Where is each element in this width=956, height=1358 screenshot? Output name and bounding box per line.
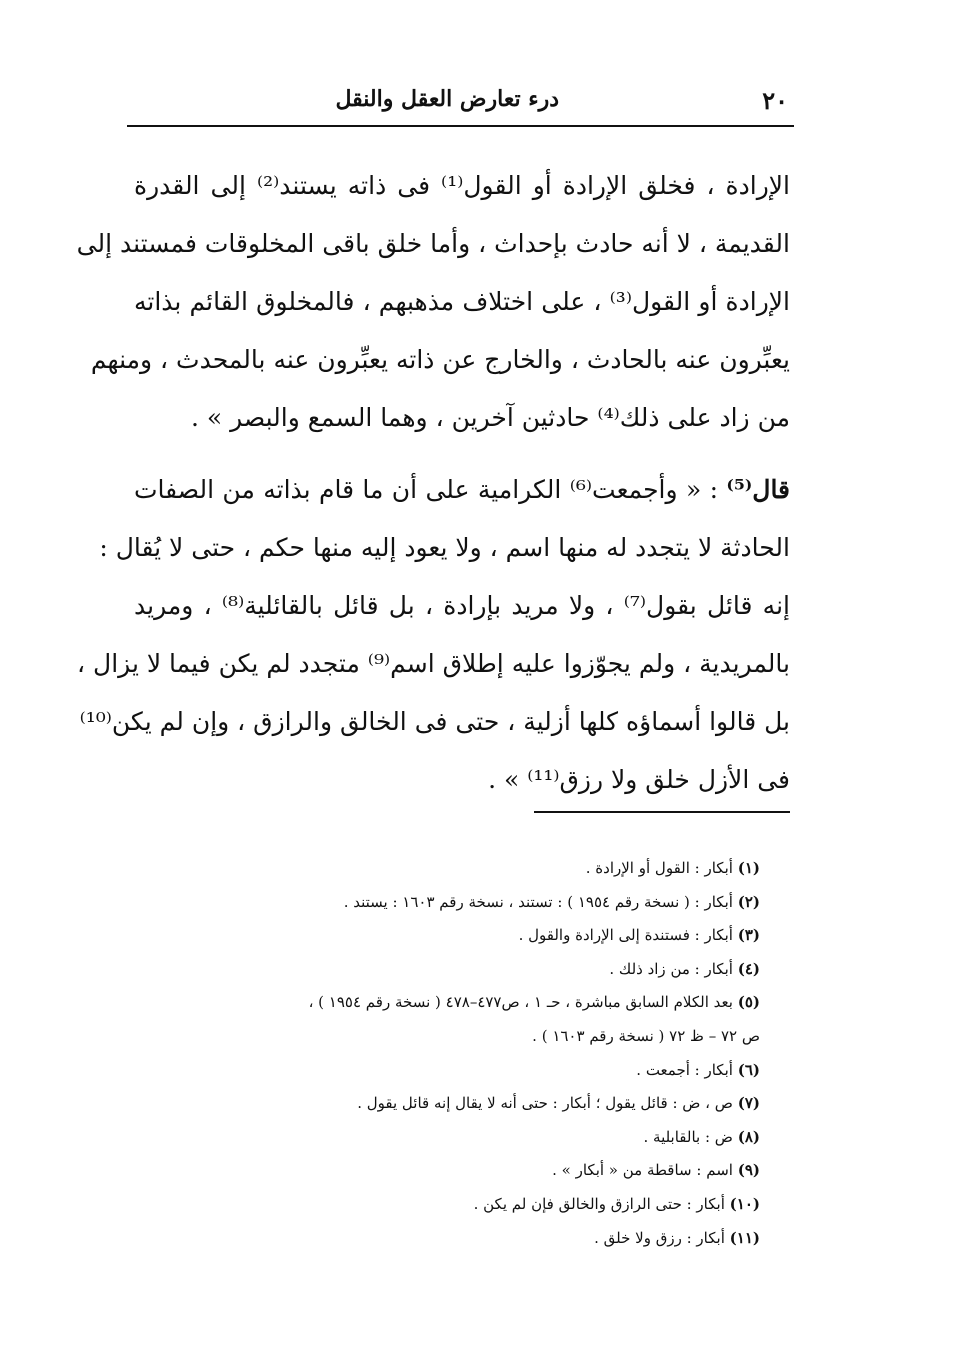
paragraph-line: بالمريدية ، ولم يجوّزوا عليه إطلاق اسم⁽⁹⁾ متجدد لم يكن فيما لا يزال ، — [77, 649, 790, 678]
footnote-item — [130, 953, 760, 987]
footnote-continuation: ص ٧٢ – ظ ٧٢ ( نسخة رقم ١٦٠٣ ) . — [532, 1026, 760, 1045]
paragraph-line: فى الأزل خلق ولا رزق⁽¹¹⁾ » . — [488, 765, 790, 794]
paragraph-lead: قال⁽⁵⁾ — [726, 475, 791, 504]
footnote-text: أبكار : أجمعت . — [636, 1060, 733, 1079]
paragraph-line: الإرادة أو القول⁽³⁾ ، على اختلاف مذهبهم ، فالمخلوق القائم بذاته — [134, 287, 790, 316]
footnote-number: (٩) — [737, 1161, 760, 1180]
footnote-separator — [534, 811, 790, 813]
footnote-number: (٦) — [737, 1060, 760, 1079]
paragraph-2 — [77, 461, 791, 809]
footnote-item — [130, 1222, 760, 1256]
footnote-text: أبكار : من زاد ذلك . — [609, 959, 733, 978]
footnote-text: أبكار : فستندة إلى الإرادة والقول . — [518, 926, 733, 945]
footnote-item — [130, 986, 760, 1020]
footnote-number: (٤) — [737, 959, 760, 978]
footnote-number: (١١) — [729, 1228, 760, 1247]
footnote-number: (١) — [737, 859, 760, 877]
paragraph-line: بل قالوا أسماؤه كلها أزلية ، حتى فى الخالق والرازق ، وإن لم يكن⁽¹⁰⁾ — [79, 707, 790, 736]
footnote-item — [130, 1087, 760, 1121]
paragraph-line: من زاد على ذلك⁽⁴⁾ حادثين آخرين ، وهما السمع والبصر » . — [191, 403, 790, 432]
header-rule — [127, 125, 794, 127]
footnote-number: (١٠) — [729, 1194, 760, 1213]
footnote-number: (٥) — [737, 993, 760, 1012]
paragraph-line: الحادثة لا يتجدد له منها اسم ، ولا يعود إليه منها حكم ، حتى لا يُقال : — [99, 533, 790, 562]
paragraph-line: يعبِّرون عنه بالحادث ، والخارج عن ذاته يعبِّرون عنه بالمحدث ، ومنهم — [90, 345, 790, 374]
book-title: درء تعارض العقل والنقل — [335, 86, 559, 112]
footnote-item — [130, 1188, 760, 1222]
footnote-item — [130, 1121, 760, 1155]
paragraph-line — [134, 461, 790, 519]
footnote-item — [130, 919, 760, 953]
footnote-item — [130, 1154, 760, 1188]
footnote-item — [130, 852, 760, 886]
footnote-text: أبكار : حتى الرازق والخالق فإن لم يكن . — [473, 1194, 725, 1213]
footnote-text: بعد الكلام السابق مباشرة ، حـ ١ ، ص٤٧٧–٤٧٨ ( نسخة رقم ١٩٥٤ ) ، — [308, 993, 733, 1012]
page-number: ٢٠ — [762, 86, 788, 115]
footnote-text: أبكار : ( نسخة رقم ١٩٥٤ ) : تستند ، نسخة رقم ١٦٠٣ : يستند . — [343, 892, 733, 911]
footnote-item — [130, 886, 760, 920]
paragraph-line: القديمة ، لا أنه حادث بإحداث ، وأما خلق باقى المخلوقات فمستند إلى — [76, 229, 790, 258]
running-header — [126, 84, 794, 118]
footnote-number: (٧) — [737, 1094, 760, 1113]
footnote-text: ص ، ض : قائل يقول ؛ أبكار : حتى أنه لا يقال إنه قائل يقول . — [357, 1094, 733, 1113]
footnote-text: أبكار : القول أو الإرادة . — [585, 859, 733, 877]
footnote-text: اسم : ساقطة من « أبكار » . — [552, 1161, 733, 1180]
footnote-item — [130, 1054, 760, 1088]
footnote-number: (٢) — [737, 892, 760, 911]
paragraph-line: الإرادة ، فخلق الإرادة أو القول⁽¹⁾ فى ذاته يستند⁽²⁾ إلى القدرة — [134, 171, 791, 200]
paragraph-1 — [76, 157, 791, 447]
footnote-text: أبكار : رزق ولا خلق . — [594, 1228, 725, 1247]
paragraph-line-rest: : « وأجمعت⁽⁶⁾ الكرامية على أن ما قام بذاته من الصفات — [134, 475, 727, 504]
footnote-number: (٨) — [737, 1127, 760, 1146]
footnote-text: ض : بالقابلية . — [643, 1127, 733, 1146]
footnotes — [130, 852, 760, 1255]
paragraph-line: إنه قائل بقول⁽⁷⁾ ، ولا مريد بإرادة ، بل قائل بالقائلية⁽⁸⁾ ، ومريد — [134, 591, 790, 620]
footnote-number: (٣) — [737, 926, 760, 945]
